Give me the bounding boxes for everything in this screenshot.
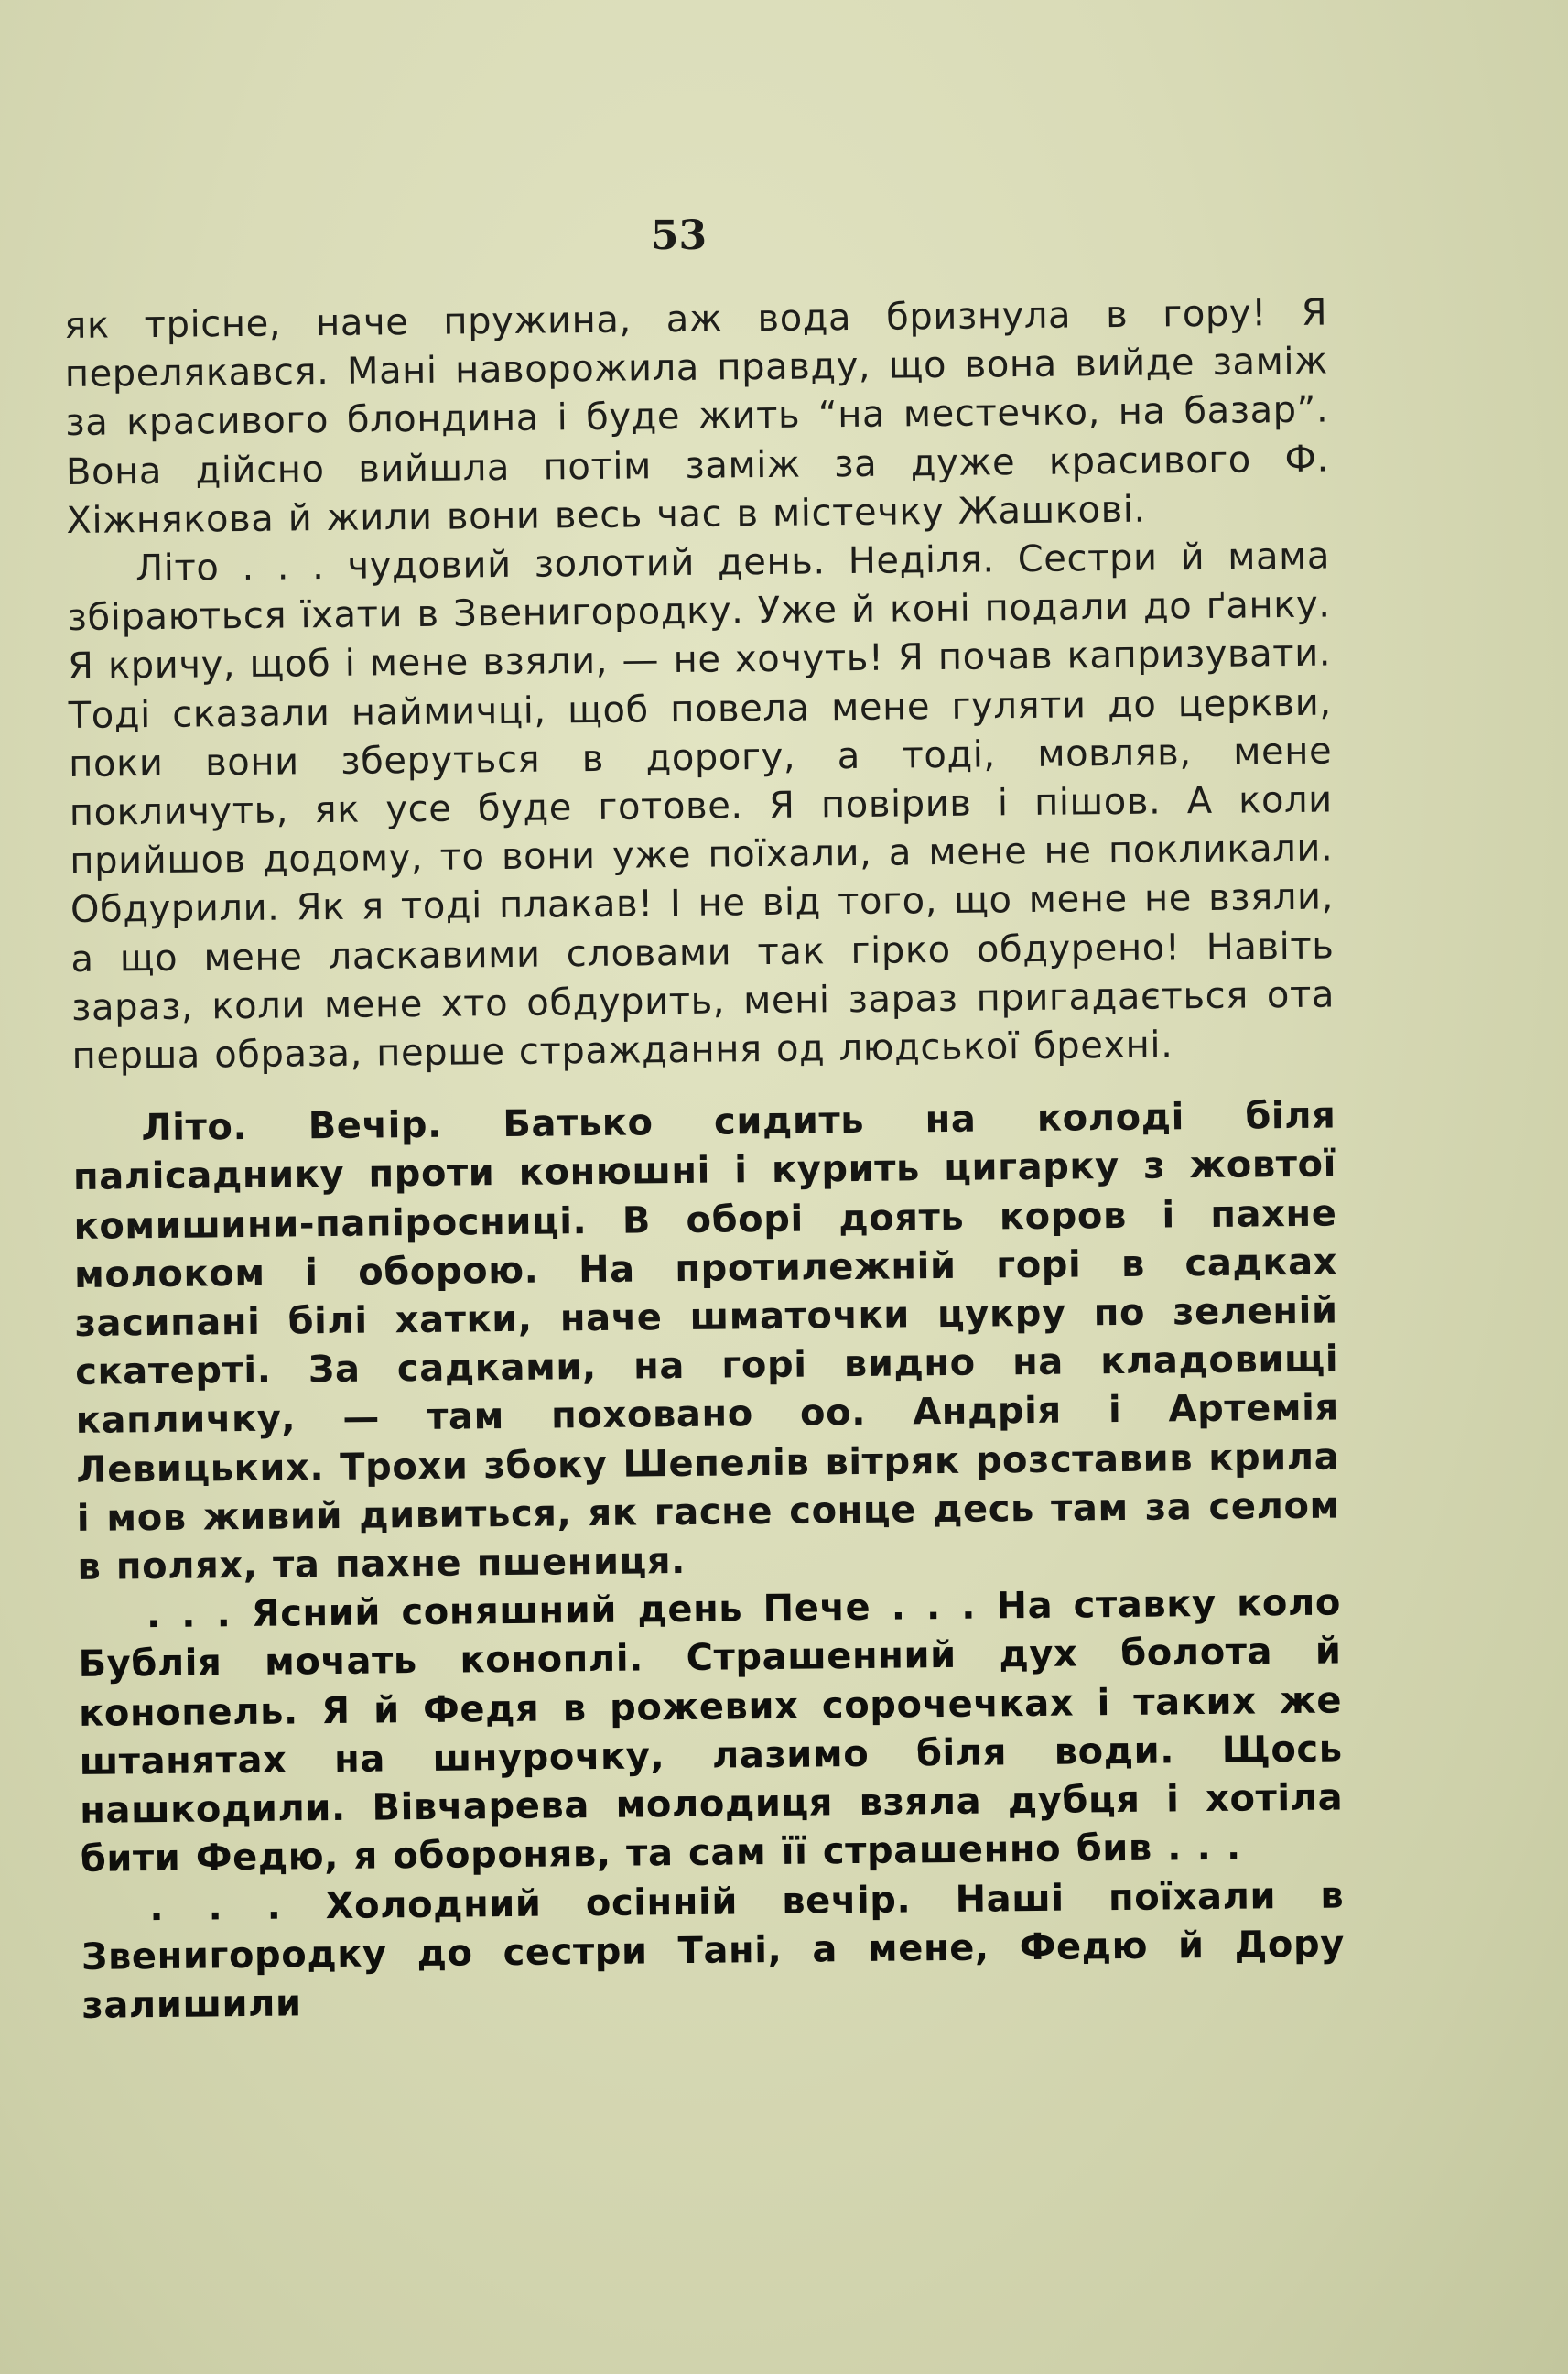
page-number: 53 <box>650 212 708 259</box>
paragraph-1: як трісне, наче пружина, аж вода бризнула в гору! Я перелякався. Мані наворожила правду, що вона вийде заміж за красивого блондина і буде жить “на местечко, на базар”. Вона дійсно вийшла потім заміж за дуже красивого Ф. Хіжнякова й жили вони весь час в містечку Жашкові. <box>64 291 1330 542</box>
paragraph-4: . . . Ясний соняшний день Пече . . . На ставку коло Бублія мочать коноплі. Страшенний дух болота й конопель. Я й Федя в рожевих сорочечках і таких же штанятах на шнурочку, лазимо біля води. Щось нашкодили. Вівчарева молодиця взяла дубця і хотіла бити Федю, я обороняв, та сам її страшенно бив . . . <box>78 1581 1344 1881</box>
body-text <box>64 289 1346 2031</box>
paragraph-2: Літо . . . чудовий золотий день. Неділя. Сестри й мама збіраються їхати в Звенигородку. Уже й коні подали до ґанку. Я кричу, щоб і мене взяли, — не хочуть! Я почав капризувати. Тоді сказали наймичці, щоб повела мене гуляти до церкви, поки вони зберуться в дорогу, а тоді, мовляв, мене покличуть, як усе буде готове. Я повірив і пішов. А коли прийшов додому, то вони уже поїхали, а мене не покликали. Обдурили. Як я тоді плакав! І не від того, що мене не взяли, а що мене ласкавими словами так гірко обдурено! Навіть зараз, коли мене хто обдурить, мені зараз пригадається ота перша образа, перше страждання од людської брехні. <box>67 535 1336 1079</box>
paragraph-3: Літо. Вечір. Батько сидить на колоді біля палісаднику проти конюшні і курить цигарку з жовтої комишини-папіросниці. В оборі доять коров і пахне молоком і оборою. На протилежній горі в садках засипані білі хатки, наче шматочки цукру по зеленій скатерті. За садками, на горі видно на кладовищі капличку, — там поховано оо. Андрія і Артемія Левицьких. Трохи збоку Шепелів вітряк розставив крила і мов живий дивиться, як гасне сонце десь там за селом в полях, та пахне пшениця. <box>72 1094 1341 1589</box>
paragraph-5: . . . Холодний осінній вечір. Наші поїхали в Звенигородку до сестри Тані, а мене, Федю й Дору залишили <box>81 1873 1346 2027</box>
